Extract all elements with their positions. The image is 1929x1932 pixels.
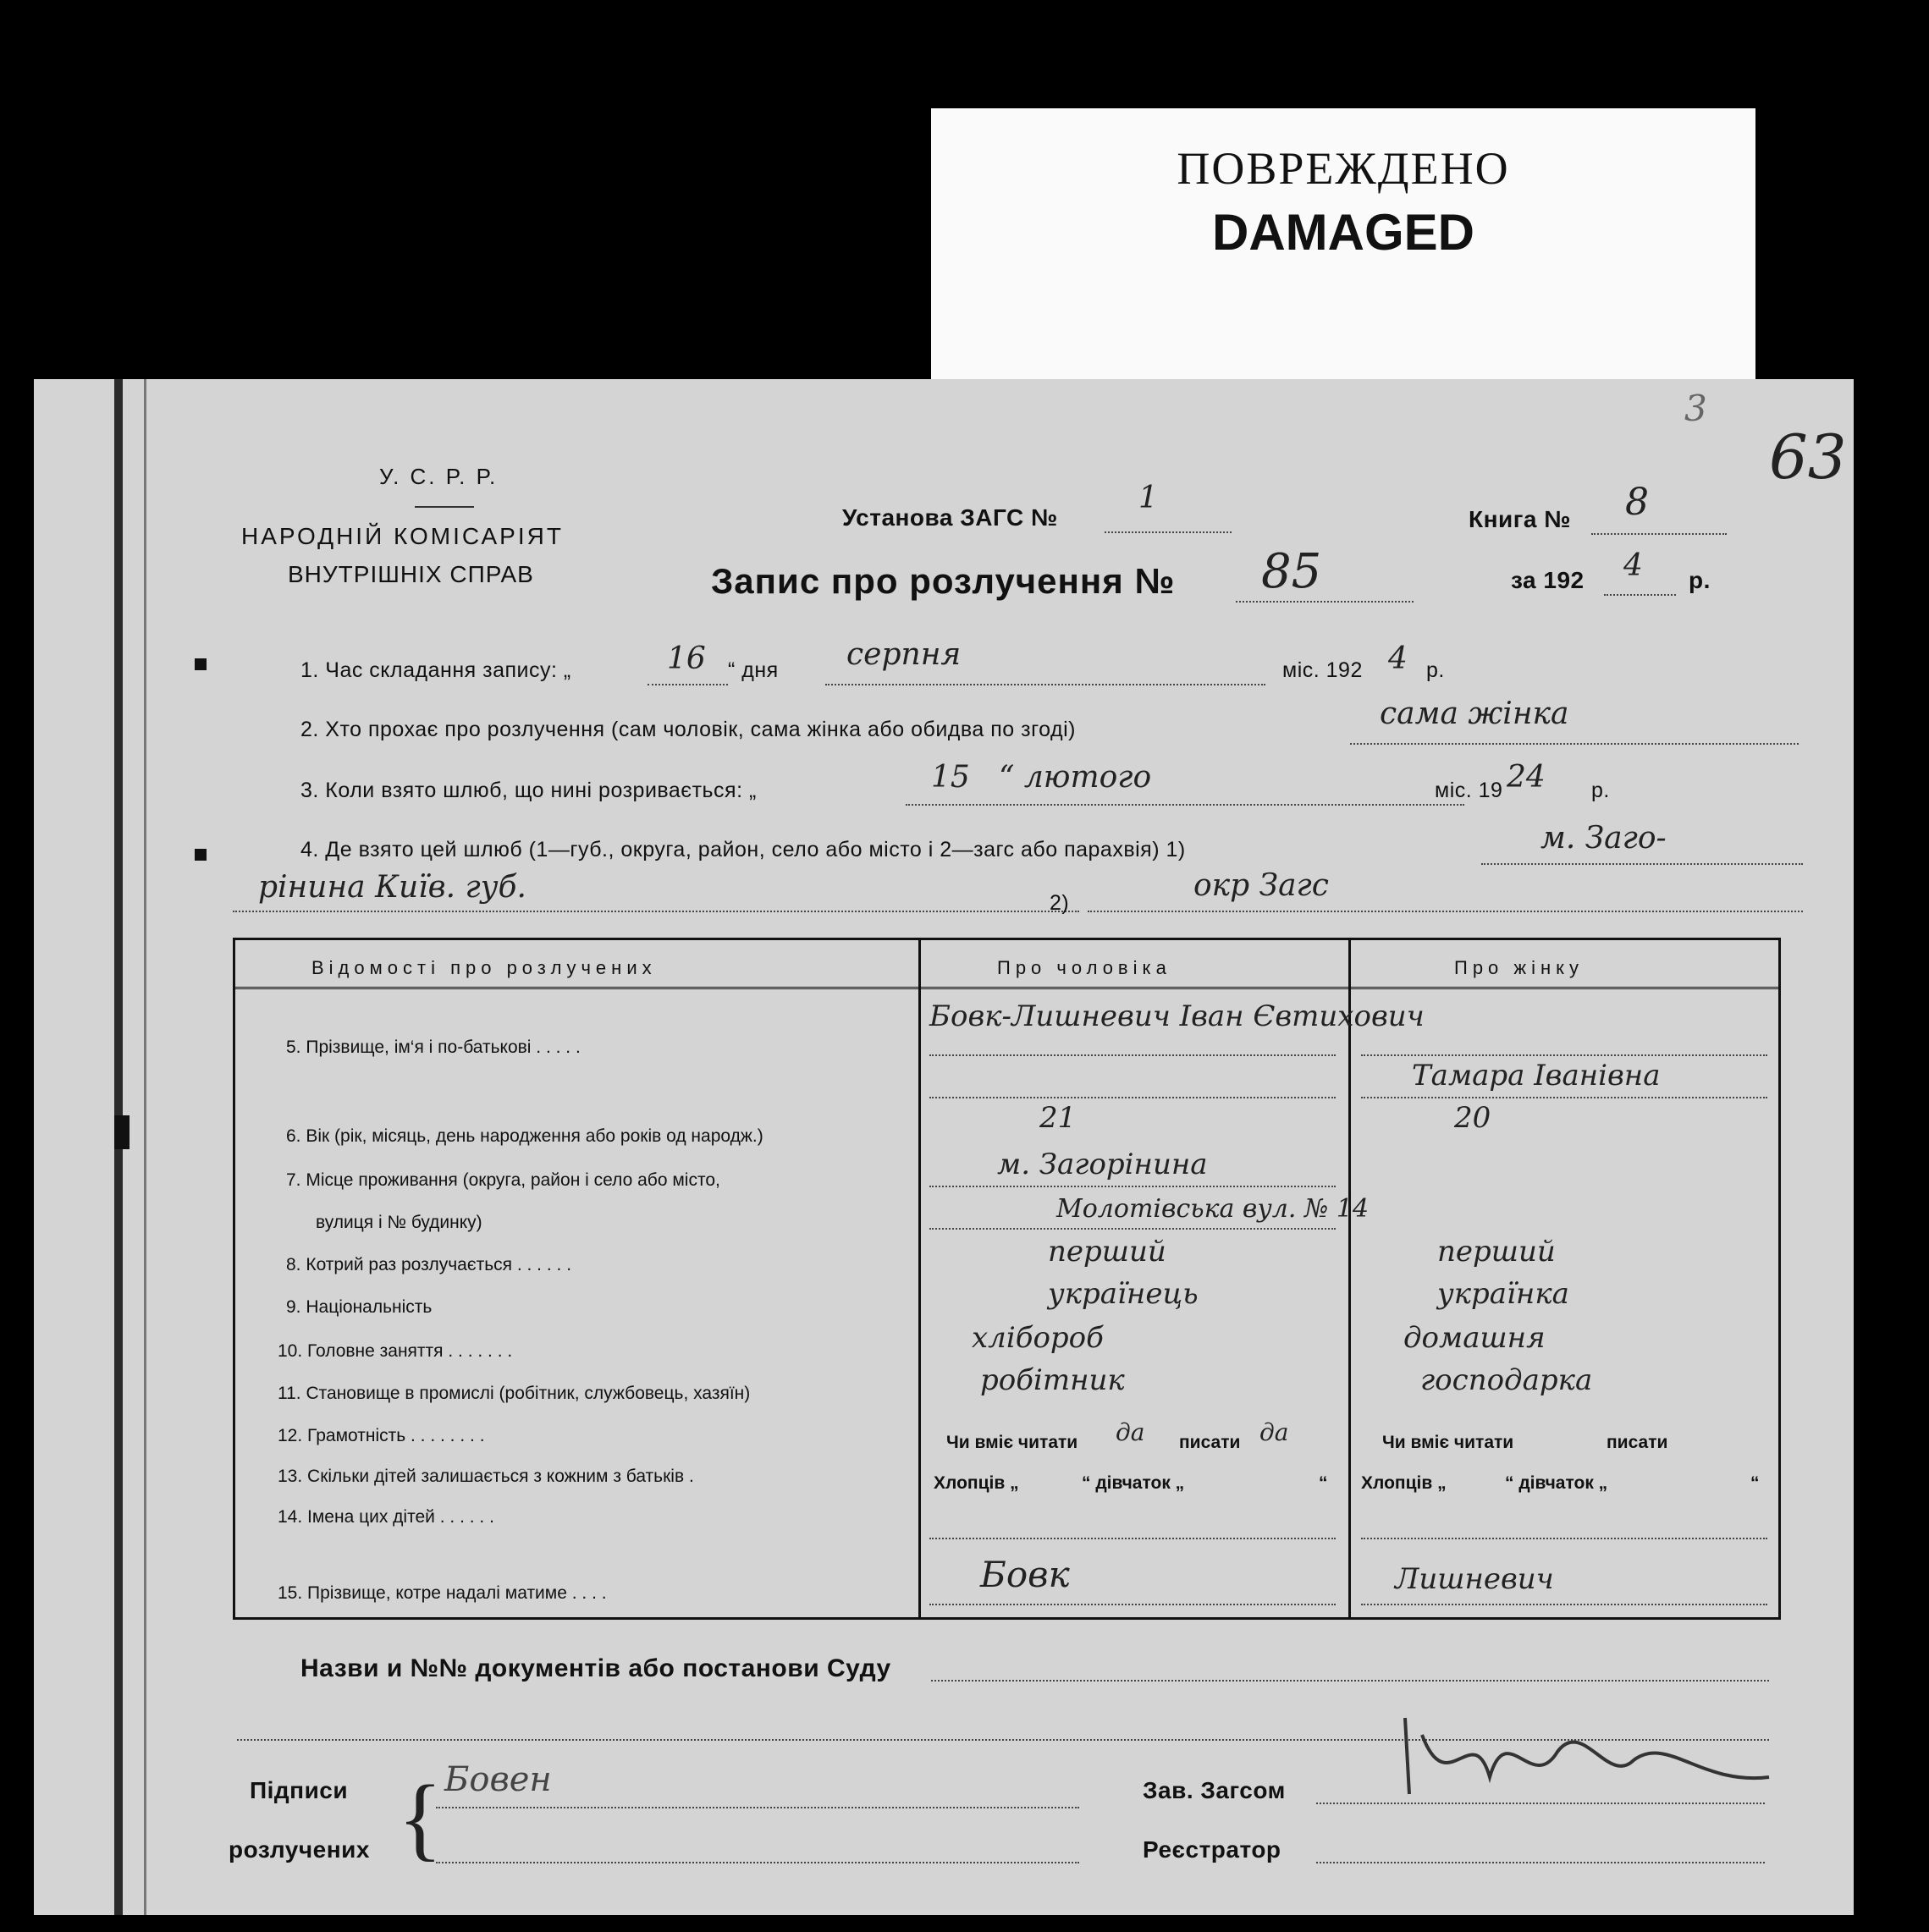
field4-value1: м. Заго- [1540, 821, 1667, 856]
cell-line [929, 1604, 1336, 1605]
damaged-label-card [931, 108, 1755, 383]
signatures-label-1: Підписи [250, 1777, 349, 1803]
field3-year: 24 [1507, 760, 1546, 795]
field1-year: 4 [1388, 641, 1408, 676]
husband-future-surname: Бовк [980, 1554, 1070, 1595]
row-label-children: 13. Скільки дітей залишається з кожним з батьків . [278, 1467, 694, 1486]
row-label-occupation: 10. Головне заняття . . . . . . . [278, 1341, 513, 1361]
corner-mark: 3 [1684, 388, 1707, 429]
divorce-details-table [233, 938, 1781, 1620]
wife-age: 20 [1454, 1101, 1491, 1135]
cell-line [1361, 1538, 1767, 1539]
field4-line1 [1481, 863, 1803, 865]
husband-literacy-write: да [1259, 1418, 1289, 1446]
husband-literacy-read: да [1116, 1418, 1145, 1446]
book-label: Книга № [1469, 506, 1571, 532]
row-label-children-names: 14. Імена цих дітей . . . . . . [278, 1507, 494, 1527]
field3-year-label: міс. 19 [1435, 779, 1503, 802]
field4-part2: 2) [1050, 891, 1070, 915]
field2-line [1350, 743, 1799, 745]
table-header-wife: Про жінку [1454, 957, 1585, 978]
state-abbrev: У. С. Р. Р. [379, 464, 499, 489]
row-label-literacy: 12. Грамотність . . . . . . . . [278, 1426, 485, 1445]
field3-month: “ лютого [999, 760, 1152, 795]
field3-suffix: р. [1591, 779, 1610, 802]
cell-line [1361, 1604, 1767, 1605]
field4-value1b: рінина Київ. губ. [258, 870, 526, 905]
field4-value2: окр Загс [1193, 868, 1329, 903]
row-label-divorce-count: 8. Котрий раз розлучається . . . . . . [286, 1255, 572, 1274]
cell-line [929, 1538, 1336, 1539]
signature-line1 [436, 1807, 1079, 1808]
damaged-label-en: DAMAGED [1212, 204, 1474, 261]
registrar-label: Реєстратор [1143, 1836, 1281, 1863]
year-label: за 192 [1511, 567, 1585, 593]
field1-month-line [825, 684, 1265, 685]
damaged-label-ru: ПОВРЕЖДЕНО [1177, 143, 1510, 194]
row-label-future-surname: 15. Прізвище, котре надалі матиме . . . . [278, 1583, 607, 1603]
row-label-nationality: 9. Національність [286, 1297, 433, 1317]
cell-line [929, 1097, 1336, 1098]
field1-day-line [648, 684, 728, 685]
wife-divorce-count: перший [1437, 1235, 1556, 1269]
wife-boys-label: Хлопців „ [1361, 1473, 1447, 1493]
husband-name: Бовк-Лишневич Іван Євтихович [929, 999, 1425, 1033]
husband-literacy-label: Чи вміє читати [946, 1433, 1078, 1452]
husband-nationality: українець [1048, 1277, 1199, 1311]
field1-label: 1. Час складання запису: „ [300, 658, 571, 682]
wife-occupation: домашня [1403, 1321, 1546, 1355]
cell-line [1361, 1054, 1767, 1056]
field3-label: 3. Коли взято шлюб, що нині розривається: „ [300, 779, 757, 802]
husband-divorce-count: перший [1048, 1235, 1166, 1269]
row-label-name: 5. Прізвище, ім‘я і по-батькові . . . . . [286, 1038, 581, 1057]
registrar-line [1316, 1862, 1765, 1863]
wife-name: Тамара Іванівна [1412, 1059, 1661, 1093]
husband-write-label: писати [1179, 1433, 1241, 1452]
field1-day: 16 [667, 641, 706, 676]
commissariat-line2: ВНУТРІШНІХ СПРАВ [288, 561, 534, 587]
wife-nationality: українка [1437, 1277, 1569, 1311]
year-suffix: р. [1689, 567, 1711, 593]
documents-label: Назви и №№ документів або постанови Суду [300, 1654, 891, 1682]
husband-status: робітник [980, 1363, 1125, 1397]
field2-label: 2. Хто прохає про розлучення (сам чоловік, сама жінка або обидва по згоді) [300, 718, 1076, 741]
table-header-husband: Про чоловіка [997, 957, 1171, 978]
signatures-label-2: розлучених [229, 1836, 370, 1863]
state-underline [415, 506, 474, 508]
book-value-line [1591, 533, 1727, 535]
wife-girls-label: “ дівчаток „ [1505, 1473, 1608, 1493]
field4-label: 4. Де взято цей шлюб (1—губ., округа, район, село або місто і 2—загс або парахвія) 1) [300, 838, 1186, 861]
record-number: 85 [1261, 544, 1322, 599]
field2-value: сама жінка [1380, 696, 1569, 731]
office-label: Установа ЗАГС № [842, 504, 1058, 531]
binding-edge [144, 379, 146, 1915]
signature-line2 [436, 1862, 1079, 1863]
row-label-age: 6. Вік (рік, місяць, день народження або років од народж.) [286, 1126, 763, 1146]
row-label-status: 11. Становище в промислі (робітник, службовець, хазяїн) [278, 1384, 751, 1403]
row-label-residence: 7. Місце проживання (округа, район і село або місто, [286, 1170, 720, 1190]
husband-girls-label: “ дівчаток „ [1082, 1473, 1185, 1493]
record-title: Запис про розлучення № [711, 561, 1176, 601]
binding-hole-mark [114, 1115, 130, 1149]
table-divider [918, 940, 921, 1617]
row-label-residence-cont: вулиця і № будинку) [316, 1213, 482, 1232]
field3-line [906, 804, 1464, 806]
field3-day: 15 [931, 760, 970, 795]
record-number-line [1236, 601, 1414, 603]
field4-line1b [233, 911, 1079, 912]
husband-residence: м. Загорінина [997, 1148, 1208, 1181]
husband-children-end: “ [1319, 1473, 1328, 1493]
binding-hole-mark [195, 849, 207, 861]
brace-glyph: { [398, 1766, 443, 1869]
head-signature-scribble [1397, 1701, 1777, 1811]
cell-line [929, 1228, 1336, 1230]
husband-age: 21 [1039, 1101, 1077, 1135]
field1-month: серпня [846, 637, 962, 672]
documents-line1 [931, 1680, 1769, 1682]
cell-line [929, 1186, 1336, 1187]
wife-literacy-label: Чи вміє читати [1382, 1433, 1514, 1452]
field1-suffix: р. [1426, 658, 1445, 682]
office-value-line [1105, 531, 1232, 533]
wife-future-surname: Лишневич [1395, 1562, 1554, 1596]
book-value: 8 [1625, 481, 1649, 524]
wife-children-end: “ [1750, 1473, 1760, 1493]
field1-mid: “ дня [728, 658, 779, 682]
zags-head-label: Зав. Загсом [1143, 1777, 1286, 1803]
cell-line [929, 1054, 1336, 1056]
cell-line [1361, 1097, 1767, 1098]
field1-year-label: міс. 192 [1282, 658, 1363, 682]
year-value: 4 [1623, 548, 1643, 583]
husband-boys-label: Хлопців „ [934, 1473, 1019, 1493]
office-value: 1 [1138, 481, 1158, 515]
binding-hole-mark [195, 658, 207, 670]
husband-occupation: хлібороб [972, 1321, 1104, 1355]
year-line [1604, 594, 1676, 596]
field4-line2 [1088, 911, 1803, 912]
table-header-rule [235, 987, 1778, 989]
wife-status: господарка [1420, 1363, 1593, 1397]
table-divider [1348, 940, 1351, 1617]
folio-number: 63 [1769, 421, 1847, 493]
husband-residence-cont: Молотівська вул. № 14 [1056, 1194, 1370, 1224]
wife-write-label: писати [1607, 1433, 1668, 1452]
signature-value: Бовен [444, 1760, 552, 1799]
commissariat-line1: НАРОДНІЙ КОМІСАРІЯТ [241, 523, 564, 549]
table-header-details: Відомості про розлучених [311, 957, 657, 978]
